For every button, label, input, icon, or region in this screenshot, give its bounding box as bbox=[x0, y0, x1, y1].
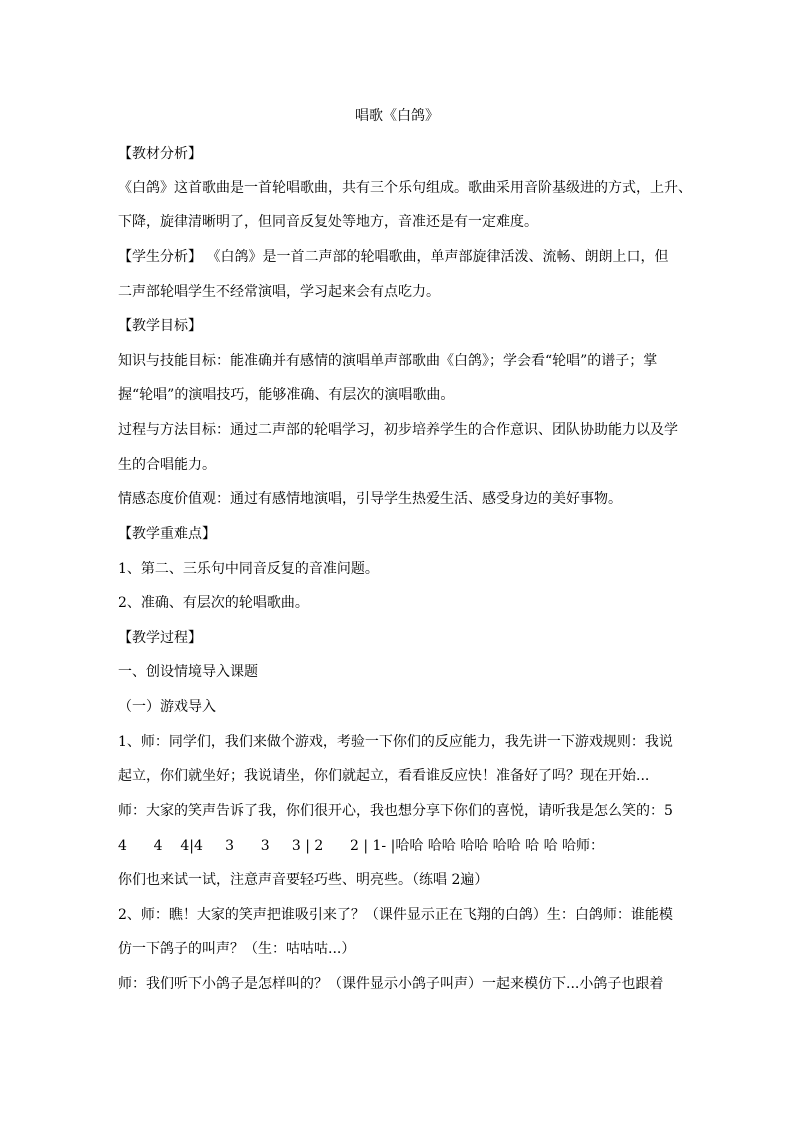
paragraph-line: 情感态度价值观：通过有感情地演唱，引导学生热爱生活、感受身边的美好事物。 bbox=[118, 491, 622, 507]
paragraph-line: 师：大家的笑声告诉了我，你们很开心，我也想分享下你们的喜悦，请听我是怎么笑的：5 bbox=[118, 803, 673, 819]
paragraph-line: 你们也来试一试，注意声音要轻巧些、明亮些。（练唱 2遍） bbox=[118, 872, 489, 888]
paragraph-line: 1、师：同学们，我们来做个游戏，考验一下你们的反应能力，我先讲一下游戏规则：我说 bbox=[118, 734, 673, 750]
paragraph-line: 起立，你们就坐好；我说请坐，你们就起立，看看谁反应快！准备好了吗？现在开始... bbox=[118, 768, 650, 784]
paragraph-line: 师：我们听下小鸽子是怎样叫的？（课件显示小鸽子叫声）一起来模仿下...小鸽子也跟着 bbox=[118, 976, 664, 992]
subheading: （一）游戏导入 bbox=[118, 699, 216, 715]
music-notation-line: 4 4 4|4 3 3 3 | 2 2 | 1- |哈哈 哈哈 哈哈 哈哈 哈 哈 哈师： bbox=[118, 838, 605, 854]
list-item: 2、准确、有层次的轮唱歌曲。 bbox=[118, 595, 309, 611]
paragraph-line: 仿一下鸽子的叫声？（生：咕咕咕...） bbox=[118, 941, 356, 957]
section-heading-teaching-process: 【教学过程】 bbox=[118, 630, 202, 646]
paragraph-line: 《白鸽》这首歌曲是一首轮唱歌曲，共有三个乐句组成。歌曲采用音阶基级进的方式，上升、 bbox=[118, 180, 692, 196]
section-heading-teaching-goals: 【教学目标】 bbox=[118, 318, 202, 334]
paragraph-line: 下降，旋律清晰明了，但同音反复处等地方，音准还是有一定难度。 bbox=[118, 214, 538, 230]
paragraph-line: 2、师：瞧！大家的笑声把谁吸引来了？（课件显示正在飞翔的白鸽）生：白鸽师：谁能模 bbox=[118, 907, 673, 923]
paragraph-line: 握“轮唱”的演唱技巧，能够准确、有层次的演唱歌曲。 bbox=[118, 387, 455, 403]
paragraph-line: 二声部轮唱学生不经常演唱，学习起来会有点吃力。 bbox=[118, 284, 440, 300]
paragraph-line: 生的合唱能力。 bbox=[118, 457, 216, 473]
paragraph-line: 【学生分析】 《白鸽》是一首二声部的轮唱歌曲，单声部旋律活泼、流畅、朗朗上口，但 bbox=[118, 249, 669, 265]
paragraph-line: 知识与技能目标：能准确并有感情的演唱单声部歌曲《白鸽》；学会看“轮唱”的谱子；掌 bbox=[118, 353, 658, 369]
document-title: 唱歌《白鸽》 bbox=[355, 108, 439, 124]
list-item: 1、第二、三乐句中同音反复的音准问题。 bbox=[118, 561, 379, 577]
section-heading-key-difficulties: 【教学重难点】 bbox=[118, 526, 216, 542]
subheading: 一、创设情境导入课题 bbox=[118, 664, 258, 680]
paragraph-line: 过程与方法目标：通过二声部的轮唱学习，初步培养学生的合作意识、团队协助能力以及学 bbox=[118, 422, 678, 438]
section-heading-material-analysis: 【教材分析】 bbox=[118, 146, 202, 162]
